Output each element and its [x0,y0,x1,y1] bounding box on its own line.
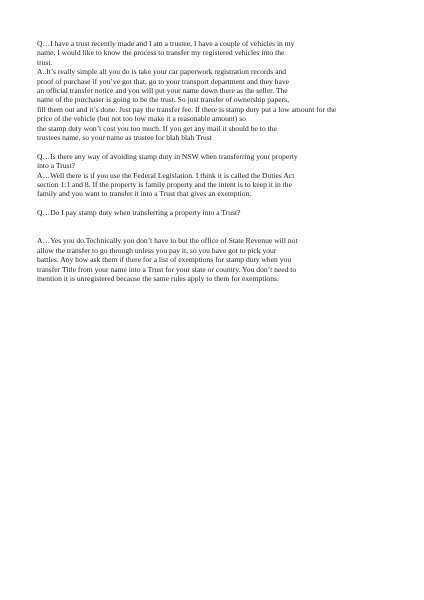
paragraph-spacer [37,142,397,151]
answer-2-line: section 1:1 and 8. If the property is family property and the intent is to keep it in the [37,180,292,190]
question-1-line: trust. [37,57,53,67]
answer-1-line: the stamp duty won’t cost you too much. If you get any mail it should be to the [37,123,277,133]
answer-1-line: an official transfer notice and you will put your name down there as the seller. The [37,86,288,96]
answer-3-line: transfer Title from your name into a Trust for your state or country. You don’t need to [37,264,297,274]
question-1 [37,39,397,67]
answer-1-line: fill them out and it’s done. Just pay the transfer fee. If there is stamp duty put a low amount for the [37,104,337,114]
question-2 [37,152,397,171]
answer-1-line: price of the vehicle (but not too low make it a reasonable amount) so [37,114,246,124]
paragraph-spacer [37,218,397,237]
answer-3-line: A…Yes you do.Technically you don’t have to but the office of State Revenue will not [37,236,298,246]
answer-2-line: A…Well there is if you use the Federal Legislation. I think it is called the Duties Act [37,170,295,180]
answer-2 [37,171,397,199]
answer-3-line: mention it is unregistered because the same rules apply to them for exemptions. [37,274,279,284]
answer-3-line: battles. Any how ask them if there for a list of exemptions for stamp duty when you [37,255,292,265]
question-3-line: Q…Do I pay stamp duty when transferring a property into a Trust? [37,208,241,218]
question-1-line: Q…I have a trust recently made and I am a trustee, I have a couple of vehicles in my [37,39,295,48]
answer-1-line: A..It’s really simple all you do is take your car paperwork registration records and [37,67,287,77]
answer-1-line: proof of purchase if you’ve got that, go to your transport department and they have [37,76,289,86]
answer-1-line: name of the purchaser is going to be the trust. So just transfer of ownership papers, [37,95,290,105]
question-2-line: into a Trust? [37,161,75,171]
answer-2-line: family and you want to transfer it into a Trust that gives an exemption. [37,189,252,199]
paragraph-spacer [37,199,397,208]
answer-1-line: trustees name, so your name as trustee for blah blah Trust [37,133,212,143]
answer-1 [37,67,397,142]
answer-3-line: allow the transfer to go through unless you pay it, so you have got to pick your [37,245,277,255]
document-body [37,39,397,284]
answer-3 [37,236,397,283]
question-1-line: name, I would like to know the process to transfer my registered vehicles into the [37,48,285,58]
question-2-line: Q…Is there any way of avoiding stamp duty in NSW when transferring your property [37,151,298,161]
question-3 [37,208,397,217]
